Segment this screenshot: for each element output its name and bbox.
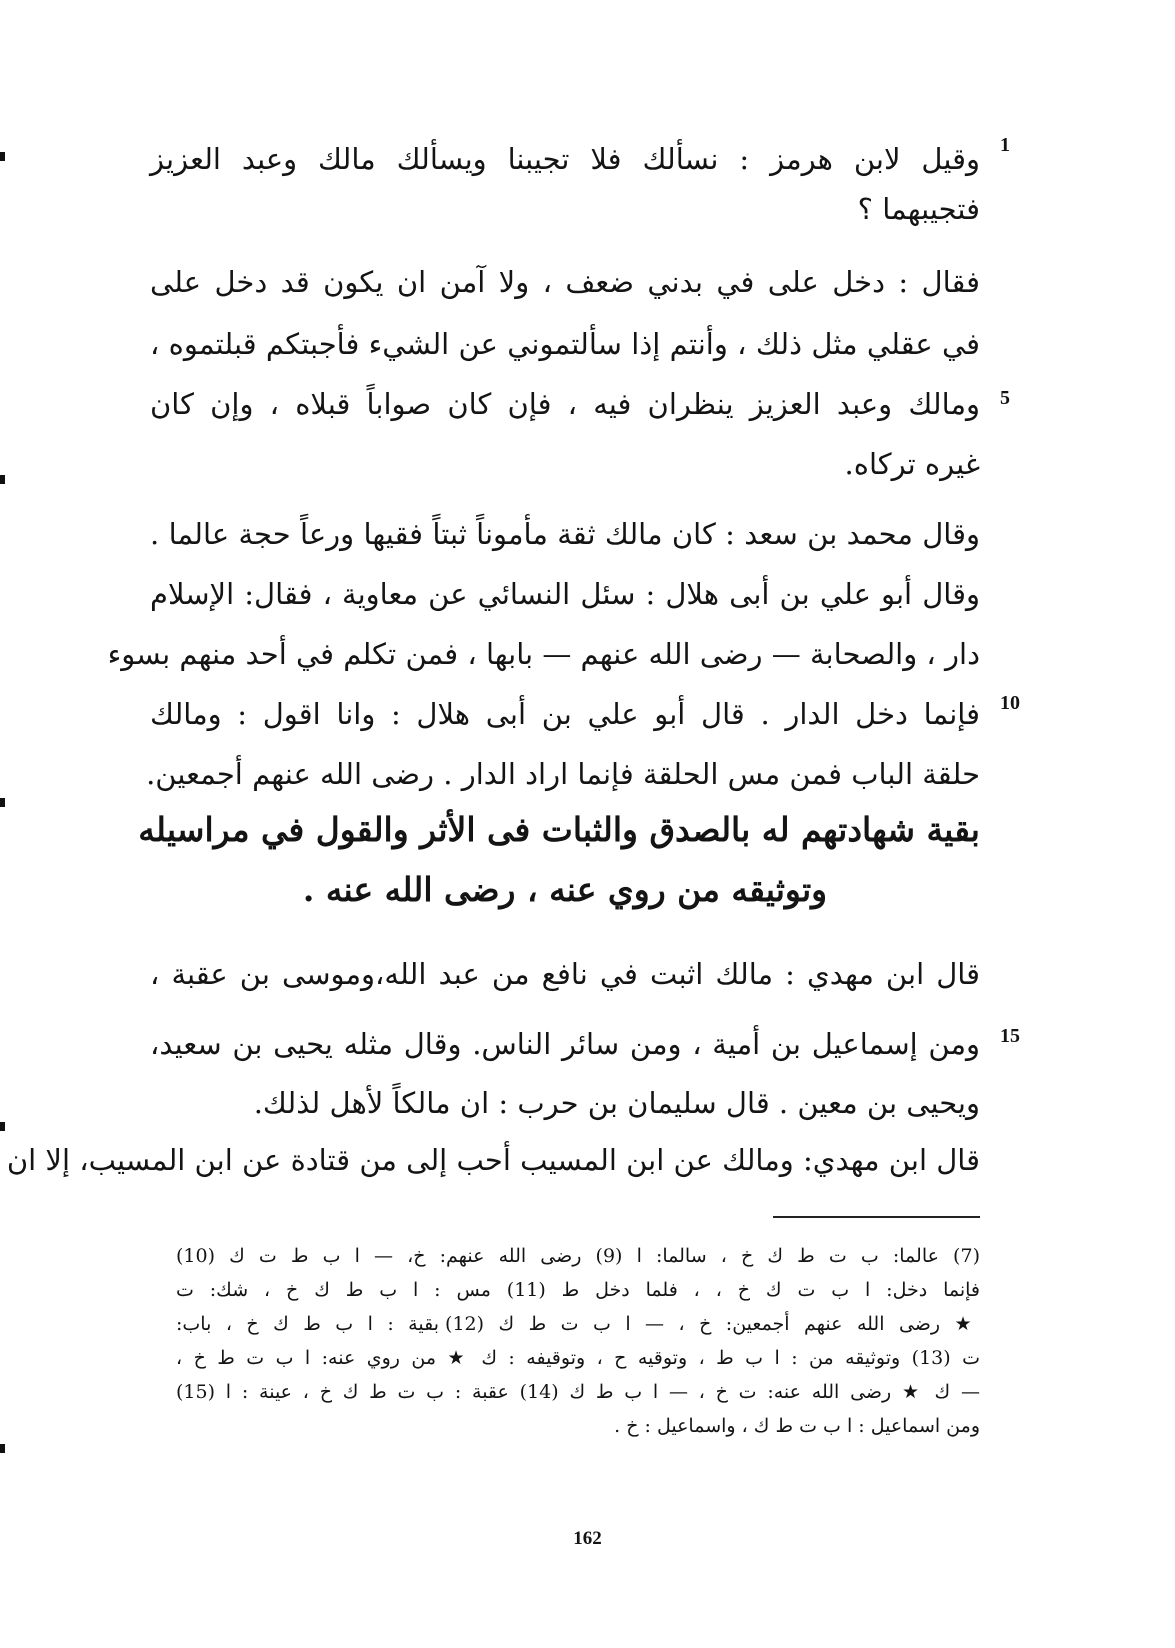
text-line: فتجيبهما ؟ <box>857 192 980 226</box>
text-line: قال ابن مهدي: ومالك عن ابن المسيب أحب إلى من قتادة عن ابن المسيب، إلا ان <box>6 1143 980 1177</box>
footnote-line: (7) عالما: ب ت ط ك خ ، سالما: ا (9) رضى الله عنهم: خ، — ا ب ط ت ك (10) <box>176 1245 980 1267</box>
text-line: وقيل لابن هرمز : نسألك فلا تجيبنا ويسألك مالك وعبد العزيز <box>150 142 980 176</box>
text-line: فإنما دخل الدار . قال أبو علي بن أبى هلال : وانا اقول : ومالك <box>150 697 980 731</box>
line-number: 1 <box>1000 134 1010 156</box>
scan-edge-mark <box>0 152 5 161</box>
line-number: 5 <box>1000 387 1010 409</box>
line-number: 10 <box>1000 692 1020 714</box>
text-line: دار ، والصحابة — رضى الله عنهم — بابها ، فمن تكلم في أحد منهم بسوء <box>107 637 980 671</box>
footnote-line: — ك ★ رضى الله عنه: ت خ ، — ا ب ط ك (14) عقبة : ب ت ط ك خ ، عينة : ا (15) <box>176 1381 980 1403</box>
footnote-line: فإنما دخل: ا ب ت ك خ ، ، فلما دخل ط (11) مس : ا ب ط ك خ ، شك: ت <box>176 1279 981 1301</box>
footnote-line: ت (13) وتوثيقه من : ا ب ط ، وتوقيه ح ، وتوقيفه : ك ★ من روي عنه: ا ب ت ط خ ، <box>176 1347 981 1369</box>
text-line: ومن إسماعيل بن أمية ، ومن سائر الناس. وقال مثله يحيى بن سعيد، <box>150 1027 980 1061</box>
scan-edge-mark <box>0 1444 5 1453</box>
text-line: غيره تركاه. <box>844 447 980 481</box>
text-line: فقال : دخل على في بدني ضعف ، ولا آمن ان يكون قد دخل على <box>150 265 980 299</box>
scan-edge-mark <box>0 798 5 807</box>
scan-edge-mark <box>0 475 5 484</box>
footnote-line: ومن اسماعيل : ا ب ت ط ك ، واسماعيل : خ . <box>614 1415 980 1437</box>
line-number: 15 <box>1000 1025 1020 1047</box>
page-number: 162 <box>573 1528 602 1549</box>
text-line: قال ابن مهدي : مالك اثبت في نافع من عبد الله،وموسى بن عقبة ، <box>150 957 980 991</box>
scan-edge-mark <box>0 1122 5 1131</box>
text-line: في عقلي مثل ذلك ، وأنتم إذا سألتموني عن الشيء فأجبتكم قبلتموه ، <box>150 327 980 361</box>
text-line: وقال أبو علي بن أبى هلال : سئل النسائي عن معاوية ، فقال: الإسلام <box>150 577 980 611</box>
text-line: ويحيى بن معين . قال سليمان بن حرب : ان مالكاً لأهل لذلك. <box>253 1086 980 1120</box>
text-line: حلقة الباب فمن مس الحلقة فإنما اراد الدار . رضى الله عنهم أجمعين. <box>146 757 980 791</box>
text-line: وقال محمد بن سعد : كان مالك ثقة مأموناً ثبتاً فقيها ورعاً حجة عالما . <box>150 517 980 551</box>
section-heading-line-1: بقية شهادتهم له بالصدق والثبات فى الأثر والقول في مراسيله <box>138 810 980 849</box>
section-heading-line-2: وتوثيقه من روي عنه ، رضى الله عنه . <box>302 870 828 909</box>
footnote-line: ★ رضى الله عنهم أجمعين: خ ، — ا ب ت ط ك (12) بقية : ا ب ط ك خ ، باب: <box>176 1313 980 1335</box>
text-line: ومالك وعبد العزيز ينظران فيه ، فإن كان صواباً قبلاه ، وإن كان <box>150 387 980 421</box>
footnote-divider <box>773 1216 980 1218</box>
